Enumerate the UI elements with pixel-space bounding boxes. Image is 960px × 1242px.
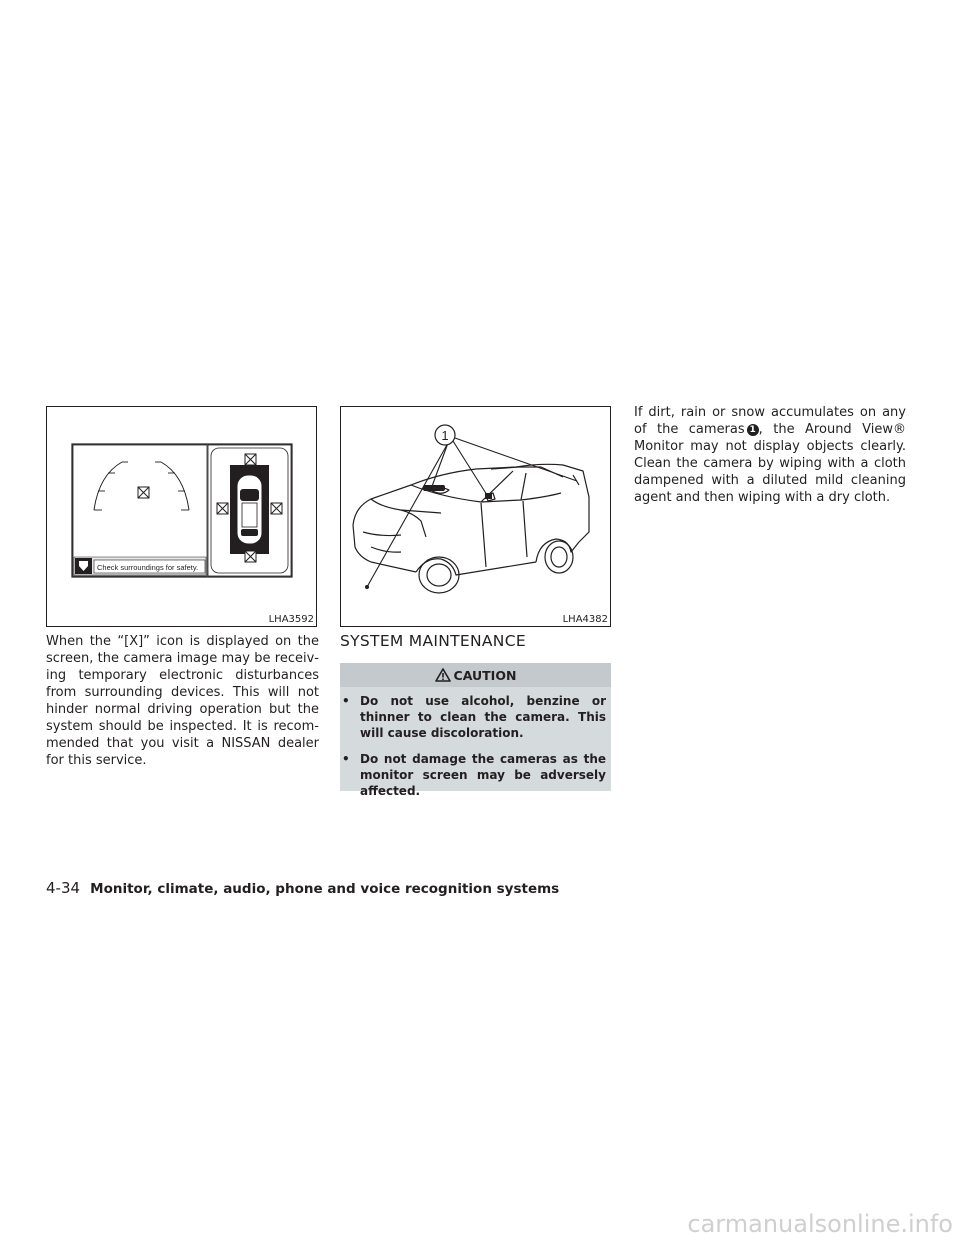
section-heading: SYSTEM MAINTENANCE [340, 632, 526, 650]
cleaning-text-end: , the Around View® Monitor may not display objects clearly. Clean the camera by wiping with a cloth dampened with a diluted mild cleaning agent and then wiping with a dry cloth. [634, 422, 906, 505]
page-number: 4-34 [46, 879, 81, 897]
vehicle-illustration [341, 407, 610, 626]
caution-label: CAUTION [453, 667, 517, 683]
figure-camera-locations [340, 406, 611, 627]
caution-item [340, 751, 606, 799]
caution-list [340, 687, 611, 799]
callout-1-icon: 1 [747, 424, 759, 436]
figure-id: LHA4382 [562, 614, 608, 625]
x-icon-explanation-paragraph: When the “[X]” icon is displayed on the screen, the camera image may be receiving temporary electronic disturbances from surrounding devices. This will not hinder normal driving operation but the system should be inspected. It is recommended that you visit a NISSAN dealer for this service. [46, 634, 319, 768]
callout-1-icon [435, 425, 455, 445]
watermark: carmanualsonline.info [687, 1210, 953, 1238]
caution-header [340, 663, 611, 687]
callout-number: 1 [441, 428, 449, 443]
x-mark-icon-rear-view [138, 487, 149, 498]
cleaning-paragraph [634, 404, 906, 506]
figure-around-view-screen [46, 406, 317, 627]
bullet: • [342, 694, 350, 708]
caution-box [340, 663, 611, 798]
chapter-title: Monitor, climate, audio, phone and voice recognition systems [90, 881, 560, 897]
safety-message: Check surroundings for safety. [97, 563, 199, 572]
caution-item [340, 693, 606, 741]
figure-id: LHA3592 [268, 614, 314, 625]
caution-item-text: Do not use alcohol, benzine or thinner to clean the camera. This will cause discoloration. [360, 694, 606, 740]
monitor-screen-illustration [47, 407, 316, 626]
warning-triangle-icon [435, 668, 451, 682]
bullet: • [342, 752, 350, 766]
caution-item-text: Do not damage the cameras as the monitor screen may be adversely affected. [360, 752, 606, 798]
page-footer [46, 878, 559, 897]
cleaning-text-start: If dirt, rain or snow accumulates on any of the cameras [634, 405, 906, 437]
